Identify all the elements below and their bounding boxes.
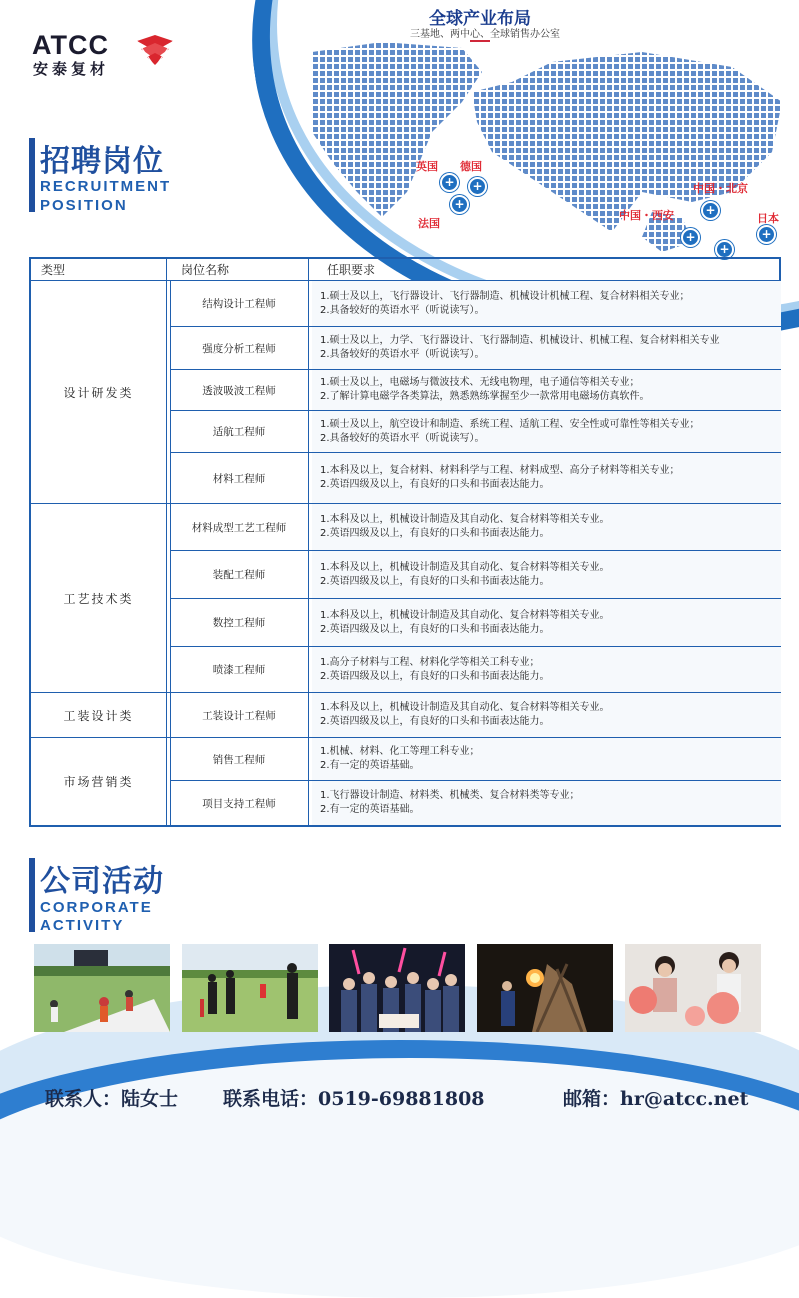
position-name: 材料工程师 [212,472,266,485]
position-name: 数控工程师 [212,617,266,629]
footer-email[interactable]: 邮箱：hr@atcc.net [563,1088,749,1110]
pin-label-france: 法国 [418,217,440,230]
footer-phone: 联系电话：0519-69881808 [223,1088,485,1110]
activity-title-en-line2: ACTIVITY [40,917,125,934]
column-divider [166,259,167,825]
requirement-line: 1.本科及以上，复合材料、材料科学与工程、材料成型、高分子材料等相关专业； [320,465,680,476]
pin-label-germany: 德国 [460,160,482,173]
location-pin-icon[interactable]: + [681,228,700,247]
position-requirements [312,281,781,326]
position-requirements [312,551,781,598]
activity-title-en-line1: CORPORATE [40,899,153,916]
header-category: 类型 [41,259,65,281]
category-marketing: 市场营销类 [63,775,134,789]
requirement-line: 2.有一定的英语基础。 [320,804,420,815]
location-pin-icon[interactable]: + [468,177,487,196]
header-requirements: 任职要求 [327,259,375,281]
map-subtitle-part-b: 心、 [470,29,490,40]
recruitment-title-cn: 招聘岗位 [40,144,164,179]
position-name: 透波吸波工程师 [202,384,276,397]
position-requirements [312,327,781,369]
position-requirements [312,781,781,825]
map-subtitle-part-c: 全球销售办公室 [490,29,560,40]
requirement-line: 2.具备较好的英语水平（听说读写）。 [320,304,485,316]
requirement-line: 1.本科及以上，机械设计制造及其自动化、复合材料等相关专业。 [320,702,610,713]
requirement-line: 1.机械、材料、化工等理工科专业； [320,746,480,757]
requirement-line: 2.了解计算电磁学各类算法，熟悉熟练掌握至少一款常用电磁场仿真软件。 [320,391,650,402]
requirement-line: 2.英语四级及以上，有良好的口头和书面表达能力。 [320,528,550,539]
logo-chinese: 安泰复材 [33,60,110,78]
requirement-line: 2.具备较好的英语水平（听说读写）。 [320,432,485,444]
location-pin-icon[interactable]: + [715,240,734,259]
position-name: 销售工程师 [212,753,266,766]
location-pin-icon[interactable]: + [757,225,776,244]
pin-label-beijing: 中国・北京 [693,182,748,195]
requirement-line: 2.英语四级及以上，有良好的口头和书面表达能力。 [320,479,550,490]
activity-title-cn: 公司活动 [40,864,164,899]
pin-label-japan: 日本 [757,212,779,225]
position-name: 装配工程师 [212,569,266,581]
requirement-line: 1.硕士及以上，航空设计和制造、系统工程、适航工程、安全性或可靠性等相关专业； [320,418,700,430]
position-requirements [312,411,781,452]
world-map-graphic [312,42,792,257]
requirement-line: 1.本科及以上，机械设计制造及其自动化、复合材料等相关专业。 [320,561,610,573]
logo-wordmark: ATCC [32,30,109,60]
position-name: 项目支持工程师 [202,797,276,810]
requirement-line: 1.本科及以上，机械设计制造及其自动化、复合材料等相关专业。 [320,514,610,525]
position-name: 工装设计工程师 [202,709,276,722]
map-subtitle-part-a: 三基地、两中 [410,29,470,40]
requirement-line: 2.英语四级及以上，有良好的口头和书面表达能力。 [320,716,550,727]
pin-label-xian: 中国・西安 [619,209,674,222]
category-design-rd: 设计研发类 [63,385,134,400]
activity-photo-outdoor-game [34,944,170,1032]
recruitment-title-en-line1: RECRUITMENT [40,178,172,195]
position-requirements [312,453,781,503]
position-name: 结构设计工程师 [202,298,276,310]
position-requirements [312,738,781,780]
position-requirements [312,647,781,692]
category-process-tech: 工艺技术类 [63,591,134,606]
position-requirements [312,693,781,737]
requirement-line: 1.高分子材料与工程、材料化学等相关工科专业； [320,656,540,668]
recruitment-accent-bar [29,138,35,212]
position-requirements [312,504,781,550]
requirement-line: 2.有一定的英语基础。 [320,760,420,771]
location-pin-icon[interactable]: + [701,201,720,220]
requirement-line: 1.硕士及以上，飞行器设计、飞行器制造、机械设计机械工程、复合材料相关专业； [320,290,690,302]
position-requirements [312,599,781,646]
pin-label-uk: 英国 [416,160,438,173]
requirement-line: 2.英语四级及以上，有良好的口头和书面表达能力。 [320,575,550,587]
footer-contact: 联系人：陆女士 [45,1088,179,1110]
position-name: 强度分析工程师 [202,342,276,355]
activity-photo-team-field [182,944,318,1032]
category-tooling-design: 工装设计类 [63,708,134,723]
location-pin-icon[interactable]: + [440,173,459,192]
map-subtitle [380,25,590,40]
requirement-line: 2.英语四级及以上，有良好的口头和书面表达能力。 [320,623,550,635]
header-position: 岗位名称 [181,259,229,281]
requirement-line: 1.硕士及以上，力学、飞行器设计、飞行器制造、机械设计、机械工程、复合材料相关专业 [320,335,720,346]
recruitment-table [29,257,781,827]
activity-photo-bonfire [477,944,613,1032]
map-title: 全球产业布局 [429,9,531,29]
requirement-line: 1.飞行器设计制造、材料类、机械类、复合材料类等专业； [320,790,580,801]
activity-photo-craft-workshop [625,944,761,1032]
position-requirements [312,370,781,410]
position-name: 喷漆工程师 [212,664,266,676]
position-name: 材料成型工艺工程师 [191,521,287,534]
activity-photo-night-party [329,944,465,1032]
requirement-line: 1.本科及以上，机械设计制造及其自动化、复合材料等相关专业。 [320,609,610,621]
recruitment-title-en-line2: POSITION [40,197,128,214]
activity-accent-bar [29,858,35,932]
requirement-line: 2.英语四级及以上，有良好的口头和书面表达能力。 [320,670,550,682]
requirement-line: 1.硕士及以上，电磁场与微波技术、无线电物理，电子通信等相关专业； [320,377,640,388]
requirement-line: 2.具备较好的英语水平（听说读写）。 [320,349,485,360]
logo-mark-icon [133,33,177,69]
position-name: 适航工程师 [212,426,266,438]
column-divider [308,259,309,825]
location-pin-icon[interactable]: + [450,195,469,214]
